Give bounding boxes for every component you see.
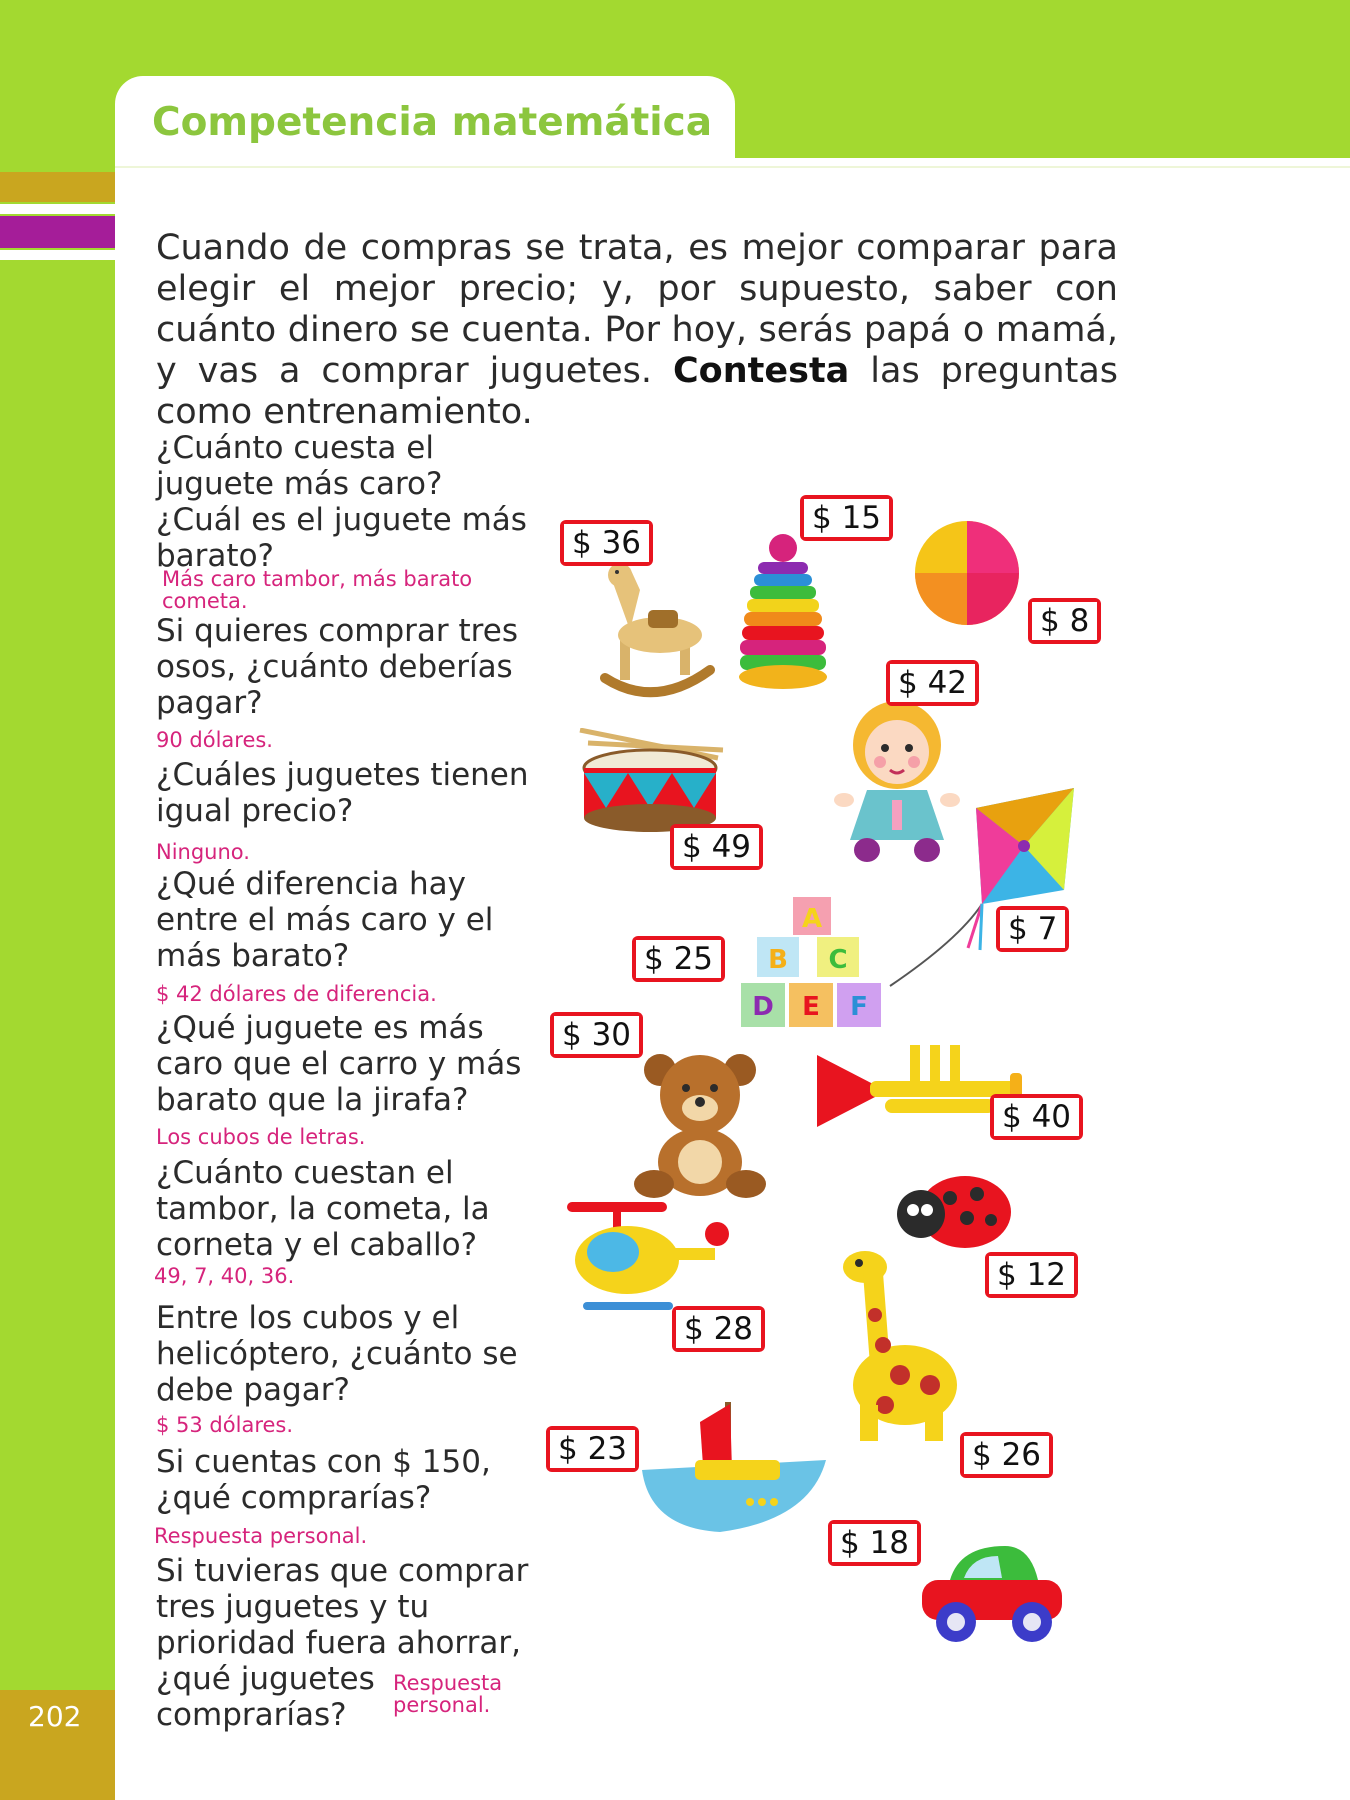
question-4: ¿Qué diferencia hay entre el más caro y el más barato?	[156, 866, 494, 974]
block-letter: B	[768, 945, 788, 975]
price-tag-ladybug: $ 12	[985, 1252, 1078, 1298]
rocking-horse	[590, 560, 720, 700]
left-margin-band	[0, 0, 115, 1800]
question-6: ¿Cuánto cuestan el tambor, la cometa, la corneta y el caballo?	[156, 1155, 490, 1263]
page-number: 202	[28, 1700, 82, 1733]
price-tag-trumpet: $ 40	[990, 1094, 1083, 1140]
question-5: ¿Qué juguete es más caro que el carro y más barato que la jirafa?	[156, 1010, 522, 1118]
price-tag-car: $ 18	[828, 1520, 921, 1566]
helicopter	[565, 1200, 735, 1320]
price-tag-helicopter: $ 28	[672, 1306, 765, 1352]
divider	[115, 166, 1350, 168]
price-tag-boat: $ 23	[546, 1426, 639, 1472]
price-tag-rings: $ 15	[800, 495, 893, 541]
price-tag-blocks: $ 25	[632, 936, 725, 982]
answer-8: Respuesta personal.	[154, 1524, 368, 1548]
question-7: Entre los cubos y el helicóptero, ¿cuánto se debe pagar?	[156, 1300, 518, 1408]
giraffe	[835, 1245, 960, 1445]
answer-9: Respuesta personal.	[393, 1671, 503, 1717]
alphabet-blocks	[735, 895, 885, 1035]
purple-stripe	[0, 216, 115, 248]
question-9: Si tuvieras que comprar tres juguetes y tu prioridad fuera ahorrar, ¿qué juguetes comprarías?	[156, 1553, 529, 1733]
kite	[888, 780, 1088, 990]
teddy-bear	[630, 1050, 770, 1200]
answer-4: $ 42 dólares de diferencia.	[156, 982, 437, 1006]
question-2: Si quieres comprar tres osos, ¿cuánto deberías pagar?	[156, 613, 518, 721]
intro-paragraph: Cuando de compras se trata, es mejor comparar para elegir el mejor precio; y, por supuesto, saber con cuánto dinero se cuenta. Por hoy, serás papá o mamá, y vas a comprar juguetes. Contesta las preguntas como entrenamiento.	[156, 228, 1118, 432]
block-letter: E	[802, 992, 820, 1022]
toy-car	[920, 1540, 1065, 1650]
price-tag-horse: $ 36	[560, 520, 653, 566]
block-letter: F	[850, 992, 868, 1022]
block-letter: A	[801, 904, 823, 934]
question-3: ¿Cuáles juguetes tienen igual precio?	[156, 757, 529, 829]
section-title: Competencia matemática	[152, 100, 713, 145]
beach-ball	[912, 518, 1022, 628]
price-tag-drum: $ 49	[670, 824, 763, 870]
toy-boat	[640, 1400, 830, 1535]
block-letter: C	[828, 945, 848, 975]
answer-5: Los cubos de letras.	[156, 1125, 366, 1149]
price-tag-bear: $ 30	[550, 1012, 643, 1058]
answer-3: Ninguno.	[156, 840, 250, 864]
drum	[578, 728, 728, 838]
ring-stacker	[738, 530, 828, 700]
intro-bold: Contesta	[673, 351, 850, 391]
question-1: ¿Cuánto cuesta el juguete más caro? ¿Cuál es el juguete más barato?	[156, 430, 527, 574]
question-8: Si cuentas con $ 150, ¿qué comprarías?	[156, 1444, 491, 1516]
answer-7: $ 53 dólares.	[156, 1413, 294, 1437]
price-tag-ball: $ 8	[1028, 598, 1101, 644]
price-tag-giraffe: $ 26	[960, 1432, 1053, 1478]
answer-6: 49, 7, 40, 36.	[154, 1264, 295, 1288]
gold-stripe	[0, 172, 115, 202]
answer-2: 90 dólares.	[156, 728, 273, 752]
price-tag-kite: $ 7	[996, 906, 1069, 952]
answer-1: Más caro tambor, más barato cometa.	[162, 567, 473, 613]
price-tag-doll: $ 42	[886, 660, 979, 706]
block-letter: D	[752, 992, 774, 1022]
